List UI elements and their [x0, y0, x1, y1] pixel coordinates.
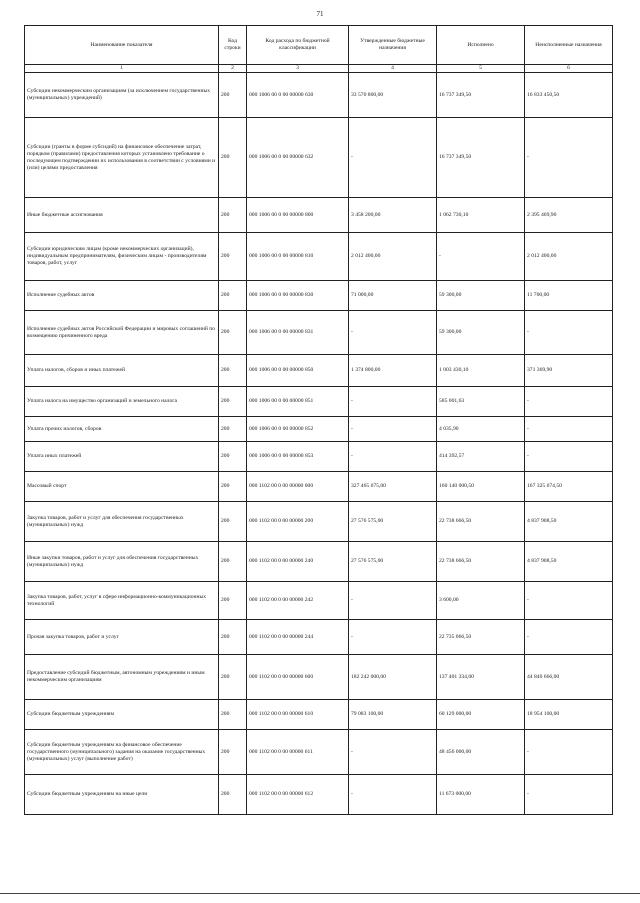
row-class-code: 000 1102 00 0 00 00000 200: [247, 502, 349, 542]
row-executed: 3 600,00: [437, 582, 525, 620]
table-row: [25, 730, 613, 775]
row-executed: 160 140 000,50: [437, 472, 525, 502]
column-number: 2: [219, 65, 247, 73]
row-unexecuted: -: [525, 118, 613, 198]
column-number: 3: [247, 65, 349, 73]
row-line-code: 200: [219, 502, 247, 542]
row-name: Уплата прочих налогов, сборов: [25, 417, 219, 442]
column-number: 1: [25, 65, 219, 73]
row-executed: 1 062 730,10: [437, 198, 525, 233]
row-unexecuted: -: [525, 417, 613, 442]
row-unexecuted: 16 833 450,50: [525, 73, 613, 118]
row-executed: 585 001,63: [437, 387, 525, 417]
header-approved: Утвержденные бюджетные назначения: [349, 26, 437, 65]
row-executed: 22 735 066,50: [437, 620, 525, 655]
row-unexecuted: 2 012 400,00: [525, 233, 613, 281]
row-unexecuted: 18 954 100,00: [525, 700, 613, 730]
row-line-code: 200: [219, 655, 247, 700]
row-approved: -: [349, 620, 437, 655]
header-class-code: Код расхода по бюджетной классификации: [247, 26, 349, 65]
row-name: Уплата налога на имущество организаций и земельного налога: [25, 387, 219, 417]
row-approved: 1 374 800,00: [349, 355, 437, 387]
row-executed: 11 673 000,00: [437, 775, 525, 815]
row-approved: 71 000,00: [349, 281, 437, 311]
page-bottom-rule: [0, 893, 640, 894]
row-name: Исполнение судебных актов: [25, 281, 219, 311]
table-row: [25, 233, 613, 281]
row-approved: 27 576 575,00: [349, 542, 437, 582]
row-executed: 16 737 349,50: [437, 118, 525, 198]
row-approved: -: [349, 442, 437, 472]
row-approved: -: [349, 582, 437, 620]
row-unexecuted: 44 840 666,00: [525, 655, 613, 700]
row-name: Субсидии бюджетным учреждениям: [25, 700, 219, 730]
row-unexecuted: 2 395 469,90: [525, 198, 613, 233]
row-name: Субсидии бюджетным учреждениям на иные цели: [25, 775, 219, 815]
row-executed: 16 737 349,50: [437, 73, 525, 118]
row-executed: 59 300,00: [437, 311, 525, 355]
row-name: Иные закупки товаров, работ и услуг для обеспечения государственных (муниципальных) нужд: [25, 542, 219, 582]
row-line-code: 200: [219, 472, 247, 502]
row-class-code: 000 1006 00 0 00 00000 853: [247, 442, 349, 472]
row-approved: 79 083 100,00: [349, 700, 437, 730]
row-class-code: 000 1102 00 0 00 00000 610: [247, 700, 349, 730]
budget-execution-table: [24, 25, 613, 815]
table-row: [25, 355, 613, 387]
row-class-code: 000 1006 00 0 00 00000 810: [247, 233, 349, 281]
row-class-code: 000 1006 00 0 00 00000 852: [247, 417, 349, 442]
row-unexecuted: -: [525, 775, 613, 815]
row-name: Субсидии юридическим лицам (кроме некоммерческих организаций), индивидуальным предпринимателям, физическим лицам - производителям товаров, работ, услуг: [25, 233, 219, 281]
row-executed: 1 003 430,10: [437, 355, 525, 387]
row-approved: 327 465 675,00: [349, 472, 437, 502]
table-row: [25, 620, 613, 655]
row-name: Исполнение судебных актов Российской Федерации и мировых соглашений по возмещению причиненного вреда: [25, 311, 219, 355]
row-line-code: 200: [219, 355, 247, 387]
row-unexecuted: -: [525, 582, 613, 620]
row-approved: 182 242 000,00: [349, 655, 437, 700]
row-line-code: 200: [219, 387, 247, 417]
table-row: [25, 775, 613, 815]
row-class-code: 000 1006 00 0 00 00000 831: [247, 311, 349, 355]
row-line-code: 200: [219, 417, 247, 442]
row-unexecuted: 167 325 674,50: [525, 472, 613, 502]
row-unexecuted: -: [525, 730, 613, 775]
column-number: 4: [349, 65, 437, 73]
table-row: [25, 198, 613, 233]
row-unexecuted: -: [525, 311, 613, 355]
table-row: [25, 417, 613, 442]
row-executed: 414 392,57: [437, 442, 525, 472]
row-name: Субсидии бюджетным учреждениям на финансовое обеспечение государственного (муниципального) задания на оказание государственных (муниципальных) услуг (выполнение работ): [25, 730, 219, 775]
header-line-code: Код строки: [219, 26, 247, 65]
row-line-code: 200: [219, 311, 247, 355]
table-row: [25, 502, 613, 542]
row-class-code: 000 1006 00 0 00 00000 850: [247, 355, 349, 387]
row-executed: 48 456 000,00: [437, 730, 525, 775]
row-line-code: 200: [219, 620, 247, 655]
row-executed: 59 300,00: [437, 281, 525, 311]
row-class-code: 000 1006 00 0 00 00000 830: [247, 281, 349, 311]
row-executed: 137 401 334,00: [437, 655, 525, 700]
column-number: 6: [525, 65, 613, 73]
row-line-code: 200: [219, 73, 247, 118]
row-executed: 22 738 666,50: [437, 542, 525, 582]
table-row: [25, 281, 613, 311]
row-line-code: 200: [219, 542, 247, 582]
header-unexecuted: Неисполненные назначения: [525, 26, 613, 65]
row-name: Иные бюджетные ассигнования: [25, 198, 219, 233]
row-unexecuted: 371 369,90: [525, 355, 613, 387]
row-name: Уплата налогов, сборов и иных платежей: [25, 355, 219, 387]
row-class-code: 000 1102 00 0 00 00000 612: [247, 775, 349, 815]
row-unexecuted: 4 837 908,50: [525, 502, 613, 542]
column-numbers-row: [25, 65, 613, 73]
row-line-code: 200: [219, 582, 247, 620]
row-class-code: 000 1102 00 0 00 00000 240: [247, 542, 349, 582]
row-name: Закупка товаров, работ и услуг для обеспечения государственных (муниципальных) нужд: [25, 502, 219, 542]
row-name: Прочая закупка товаров, работ и услуг: [25, 620, 219, 655]
row-class-code: 000 1102 00 0 00 00000 600: [247, 655, 349, 700]
table-row: [25, 655, 613, 700]
row-approved: -: [349, 387, 437, 417]
row-line-code: 200: [219, 442, 247, 472]
row-class-code: 000 1006 00 0 00 00000 632: [247, 118, 349, 198]
row-class-code: 000 1006 00 0 00 00000 851: [247, 387, 349, 417]
row-approved: -: [349, 118, 437, 198]
row-unexecuted: -: [525, 387, 613, 417]
row-line-code: 200: [219, 233, 247, 281]
table-row: [25, 73, 613, 118]
row-class-code: 000 1006 00 0 00 00000 800: [247, 198, 349, 233]
row-approved: -: [349, 311, 437, 355]
row-unexecuted: 4 837 908,50: [525, 542, 613, 582]
table-row: [25, 118, 613, 198]
row-approved: -: [349, 775, 437, 815]
table-row: [25, 442, 613, 472]
row-line-code: 200: [219, 700, 247, 730]
row-executed: 60 129 000,00: [437, 700, 525, 730]
header-name: Наименование показателя: [25, 26, 219, 65]
row-executed: 22 738 666,50: [437, 502, 525, 542]
row-line-code: 200: [219, 198, 247, 233]
row-unexecuted: 11 700,00: [525, 281, 613, 311]
table-row: [25, 387, 613, 417]
table-row: [25, 542, 613, 582]
row-unexecuted: -: [525, 442, 613, 472]
row-name: Субсидии некоммерческим организациям (за исключением государственных (муниципальных) учреждений): [25, 73, 219, 118]
row-class-code: 000 1006 00 0 00 00000 630: [247, 73, 349, 118]
row-class-code: 000 1102 00 0 00 00000 242: [247, 582, 349, 620]
row-line-code: 200: [219, 118, 247, 198]
row-class-code: 000 1102 00 0 00 00000 244: [247, 620, 349, 655]
row-executed: 4 035,90: [437, 417, 525, 442]
column-number: 5: [437, 65, 525, 73]
row-name: Предоставление субсидий бюджетным, автономным учреждениям и иным некоммерческим организациям: [25, 655, 219, 700]
row-name: Субсидии (гранты в форме субсидий) на финансовое обеспечение затрат, порядком (правилами) предоставления которых установлено требование о последующем подтверждении их использования в соответствии с условиями и (или) целями предоставления: [25, 118, 219, 198]
row-approved: -: [349, 417, 437, 442]
header-executed: Исполнено: [437, 26, 525, 65]
page-number: 71: [316, 10, 324, 18]
row-approved: 2 012 400,00: [349, 233, 437, 281]
table-row: [25, 472, 613, 502]
row-approved: -: [349, 730, 437, 775]
row-name: Массовый спорт: [25, 472, 219, 502]
row-class-code: 000 1102 00 0 00 00000 611: [247, 730, 349, 775]
row-name: Уплата иных платежей: [25, 442, 219, 472]
row-line-code: 200: [219, 281, 247, 311]
row-approved: 33 570 800,00: [349, 73, 437, 118]
table-row: [25, 311, 613, 355]
row-line-code: 200: [219, 730, 247, 775]
table-row: [25, 582, 613, 620]
row-executed: -: [437, 233, 525, 281]
row-line-code: 200: [219, 775, 247, 815]
row-class-code: 000 1102 00 0 00 00000 000: [247, 472, 349, 502]
row-approved: 27 576 575,00: [349, 502, 437, 542]
row-name: Закупка товаров, работ, услуг в сфере информационно-коммуникационных технологий: [25, 582, 219, 620]
table-row: [25, 700, 613, 730]
row-unexecuted: -: [525, 620, 613, 655]
row-approved: 3 458 200,00: [349, 198, 437, 233]
